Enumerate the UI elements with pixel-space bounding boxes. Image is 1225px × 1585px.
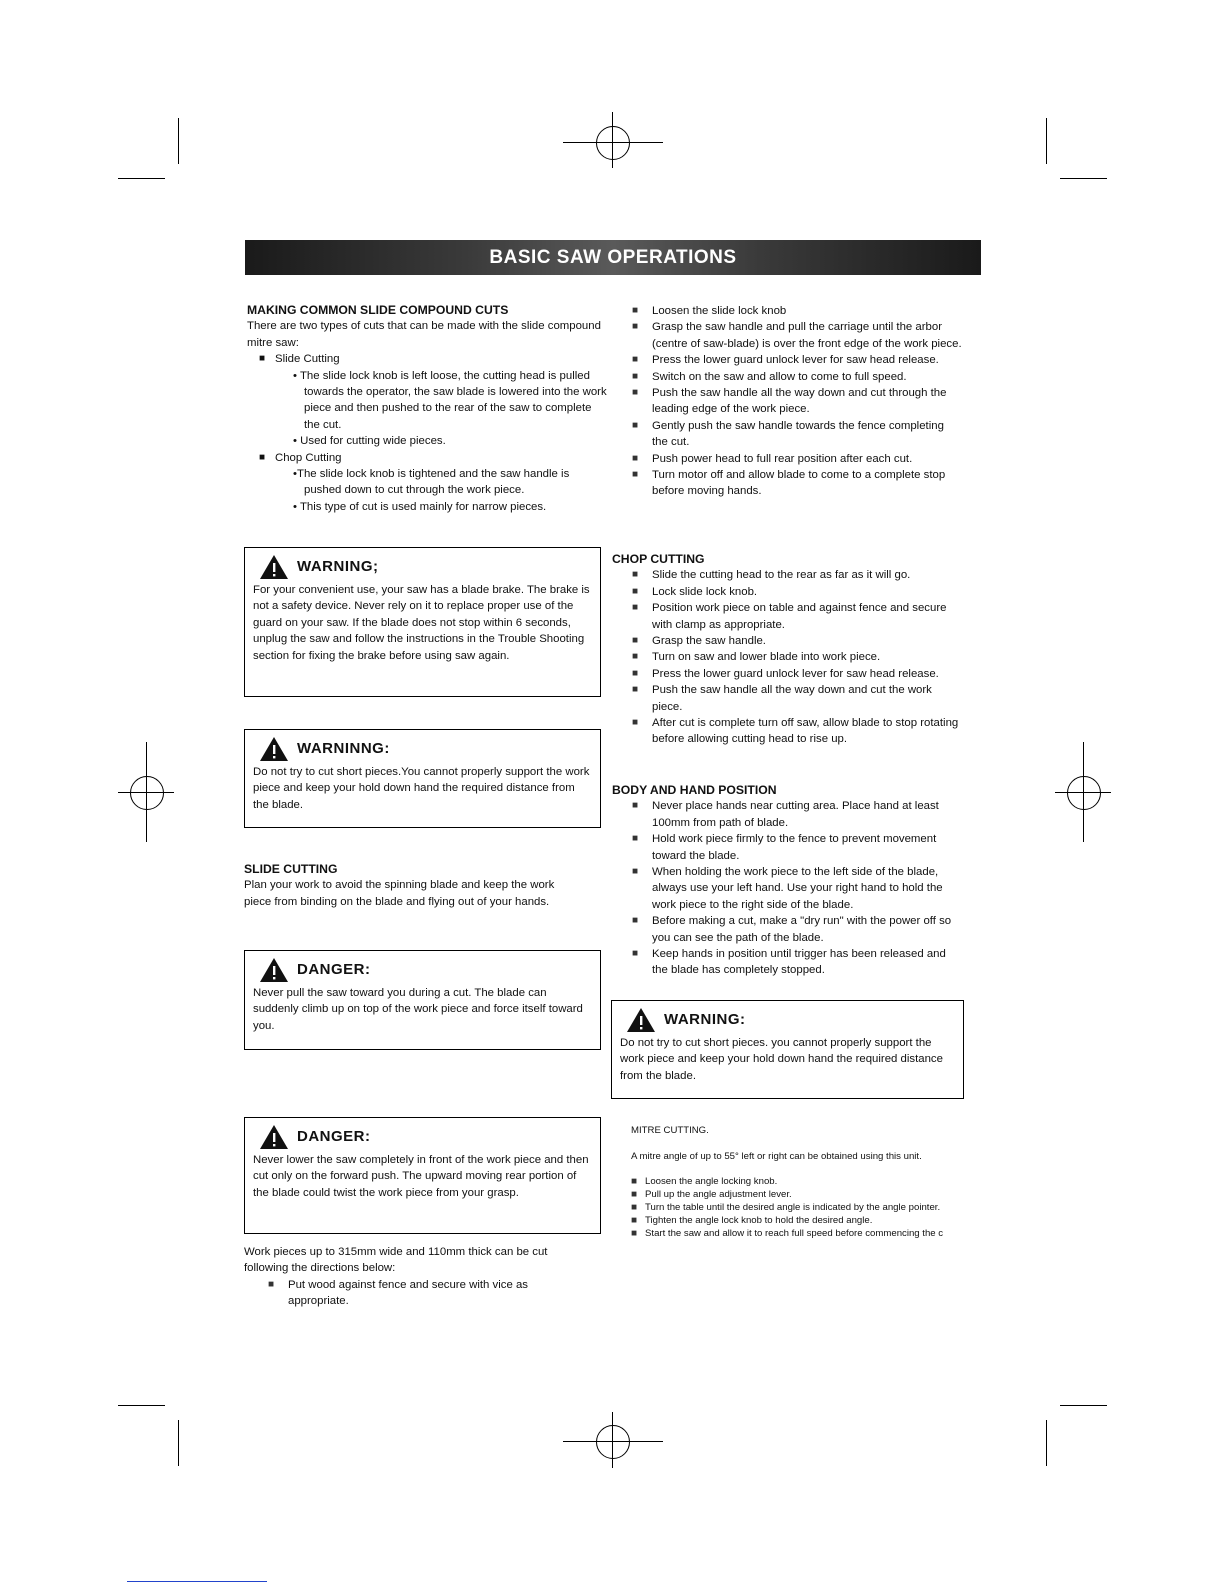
slide-cutting-label: ■ Slide Cutting: [247, 351, 609, 367]
warning-title: WARNING:: [626, 1007, 955, 1033]
list-item: ■ Turn motor off and allow blade to come to a complete stop before moving hands.: [632, 467, 962, 500]
registration-line: [563, 1441, 663, 1442]
danger-title: DANGER:: [259, 957, 592, 983]
list-item: ■ Turn the table until the desired angle is indicated by the angle pointer.: [631, 1201, 991, 1214]
list-item: ■ Loosen the angle locking knob.: [631, 1175, 991, 1188]
danger-title: DANGER:: [259, 1124, 592, 1150]
crop-mark: [1046, 1420, 1047, 1466]
list-item: ■ Switch on the saw and allow to come to full speed.: [632, 369, 962, 385]
warning-box: [244, 547, 601, 697]
crop-mark: [178, 118, 179, 164]
crop-mark: [178, 1420, 179, 1466]
slide-steps: [632, 303, 962, 500]
registration-mark-bottom: [596, 1425, 630, 1459]
crop-mark: [1060, 1405, 1107, 1406]
list-item: • This type of cut is used mainly for narrow pieces.: [293, 500, 547, 513]
warning-text: Do not try to cut short pieces.You cannot properly support the work piece and keep your hold down hand the required distance from the blade.: [253, 766, 590, 811]
list-item: •The slide lock knob is tightened and the saw handle is pushed down to cut through the work piece.: [293, 468, 570, 497]
list-item: ■ Position work piece on table and against fence and secure with clamp as appropriate.: [632, 600, 964, 633]
warning-triangle-icon: [259, 736, 289, 762]
intro-text: There are two types of cuts that can be made with the slide compound mitre saw:: [247, 320, 601, 349]
warning-box: [244, 729, 601, 828]
divider: [127, 1581, 267, 1582]
section-heading: SLIDE CUTTING: [244, 862, 338, 876]
section-heading: MITRE CUTTING.: [631, 1125, 709, 1136]
crop-mark: [118, 1405, 165, 1406]
section-heading: BODY AND HAND POSITION: [612, 783, 777, 797]
section-banner: [245, 240, 981, 275]
work-pieces-text: Work pieces up to 315mm wide and 110mm thick can be cut following the directions below:: [244, 1246, 548, 1275]
list-item: ■ Before making a cut, make a "dry run" with the power off so you can see the path of the blade.: [632, 913, 964, 946]
list-item: ■ Grasp the saw handle and pull the carriage until the arbor (centre of saw-blade) is over the front edge of the work piece.: [632, 319, 962, 352]
list-item: ■ Pull up the angle adjustment lever.: [631, 1188, 991, 1201]
registration-line: [612, 1412, 613, 1468]
slide-cutting-section: [244, 861, 584, 910]
list-item: • Used for cutting wide pieces.: [293, 435, 446, 448]
list-item: ■ After cut is complete turn off saw, allow blade to stop rotating before allowing cutting head to rise up.: [632, 715, 964, 748]
mitre-intro: A mitre angle of up to 55° left or right can be obtained using this unit.: [631, 1151, 922, 1162]
warning-text: For your convenient use, your saw has a blade brake. The brake is not a safety device. Never rely on it to replace proper use of the guard on your saw. If the blade does not stop within 6 seconds, unplug the saw and follow the instructions in the Trouble Shooting section for fixing the brake before using saw again.: [253, 584, 590, 662]
warning-triangle-icon: [626, 1007, 656, 1033]
chop-cutting-label: ■ Chop Cutting: [247, 450, 609, 466]
chop-cutting-section: [612, 551, 964, 748]
registration-mark-top: [596, 126, 630, 160]
registration-line: [118, 792, 174, 793]
left-intro: [247, 302, 609, 515]
section-heading: MAKING COMMON SLIDE COMPOUND CUTS: [247, 303, 509, 317]
registration-line: [1055, 792, 1111, 793]
banner-title: BASIC SAW OPERATIONS: [489, 246, 737, 268]
list-item: ■ Start the saw and allow it to reach full speed before commencing the c: [631, 1227, 991, 1240]
list-item: ■ Hold work piece firmly to the fence to prevent movement toward the blade.: [632, 831, 964, 864]
crop-mark: [1046, 118, 1047, 164]
body-hand-section: [612, 782, 964, 979]
danger-box: [244, 950, 601, 1050]
list-item: ■ Press the lower guard unlock lever for saw head release.: [632, 352, 962, 368]
list-item: ■ Keep hands in position until trigger has been released and the blade has completely stopped.: [632, 946, 964, 979]
registration-line: [563, 142, 663, 143]
warning-triangle-icon: [259, 957, 289, 983]
slide-cutting-text: Plan your work to avoid the spinning blade and keep the work piece from binding on the blade and flying out of your hands.: [244, 879, 555, 908]
list-item: ■ Tighten the angle lock knob to hold the desired angle.: [631, 1214, 991, 1227]
list-item: ■ When holding the work piece to the left side of the blade, always use your left hand. Use your right hand to hold the work piece to the right side of the blade.: [632, 864, 964, 913]
crop-mark: [118, 178, 165, 179]
list-item: ■ Push the saw handle all the way down and cut through the leading edge of the work piece.: [632, 385, 962, 418]
warning-box: [611, 1000, 964, 1099]
crop-mark: [1060, 178, 1107, 179]
list-item: ■ Lock slide lock knob.: [632, 584, 964, 600]
list-item: ■ Loosen the slide lock knob: [632, 303, 962, 319]
list-item: ■ Push power head to full rear position after each cut.: [632, 451, 962, 467]
list-item: ■ Never place hands near cutting area. Place hand at least 100mm from path of blade.: [632, 798, 964, 831]
warning-triangle-icon: [259, 1124, 289, 1150]
list-item: ■ Gently push the saw handle towards the fence completing the cut.: [632, 418, 962, 451]
work-pieces-section: [244, 1244, 574, 1310]
section-heading: CHOP CUTTING: [612, 552, 705, 566]
warning-triangle-icon: [259, 554, 289, 580]
list-item: ■ Turn on saw and lower blade into work piece.: [632, 649, 964, 665]
danger-text: Never pull the saw toward you during a cut. The blade can suddenly climb up on top of the work piece and force itself toward you.: [253, 987, 583, 1032]
registration-line: [612, 112, 613, 168]
warning-title: WARNING;: [259, 554, 592, 580]
danger-text: Never lower the saw completely in front of the work piece and then cut only on the forward push. The upward moving rear portion of the blade could twist the work piece from your grasp.: [253, 1154, 589, 1199]
list-item: ■ Press the lower guard unlock lever for saw head release.: [632, 666, 964, 682]
warning-text: Do not try to cut short pieces. you cannot properly support the work piece and keep your hold down hand the required distance from the blade.: [620, 1037, 943, 1082]
list-item: ■ Put wood against fence and secure with vice as appropriate.: [268, 1277, 574, 1310]
mitre-cutting-section: [631, 1124, 991, 1240]
list-item: ■ Push the saw handle all the way down and cut the work piece.: [632, 682, 964, 715]
danger-box: [244, 1117, 601, 1234]
warning-title: WARNINNG:: [259, 736, 592, 762]
registration-mark-right: [1067, 776, 1101, 810]
registration-mark-left: [130, 776, 164, 810]
list-item: ■ Grasp the saw handle.: [632, 633, 964, 649]
list-item: ■ Slide the cutting head to the rear as far as it will go.: [632, 567, 964, 583]
list-item: • The slide lock knob is left loose, the cutting head is pulled towards the operator, the saw blade is lowered into the work piece and then pushed to the rear of the saw to complete the cut.: [293, 369, 607, 431]
